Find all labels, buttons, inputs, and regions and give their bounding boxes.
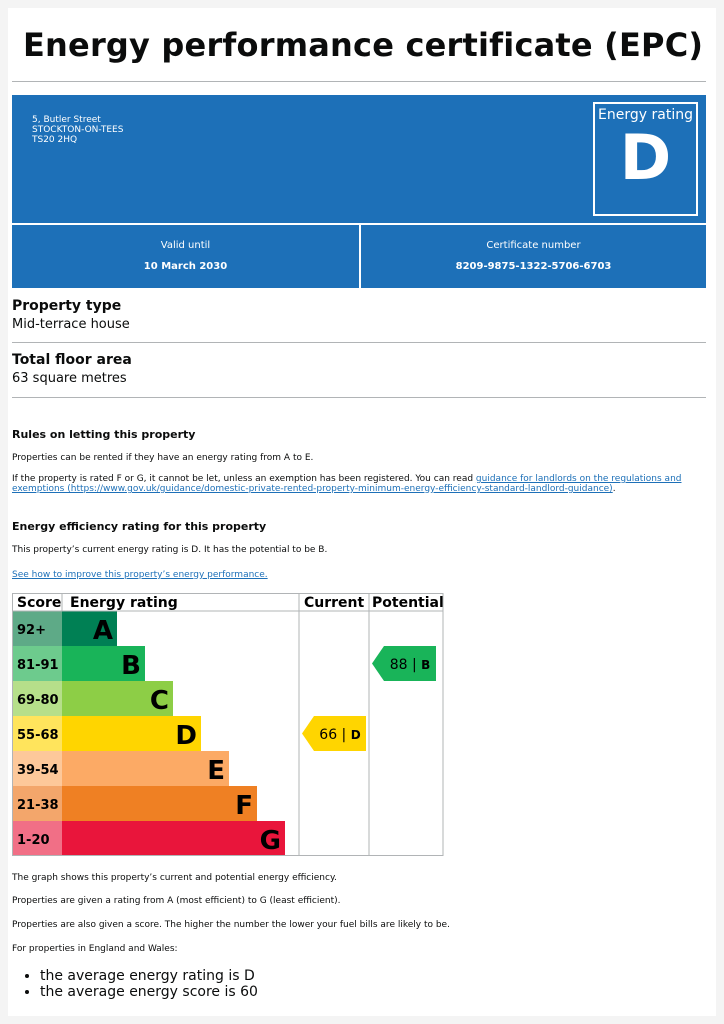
average-rating-item: • the average energy rating is D — [40, 968, 258, 984]
score-range-f: 21-38 — [17, 798, 59, 813]
score-range-e: 39-54 — [17, 763, 59, 778]
improve-energy-link[interactable]: See how to improve this property’s energy performance. — [12, 570, 268, 580]
valid-until-label: Valid until — [160, 240, 211, 251]
score-range-d: 55-68 — [17, 728, 59, 743]
rating-letter-a: A — [92, 616, 113, 646]
rating-bar-e — [62, 751, 229, 786]
score-range-b: 81-91 — [17, 658, 59, 673]
efficiency-paragraph: This property’s current energy rating is D. It has the potential to be B. — [12, 545, 328, 555]
letting-suffix: . — [612, 484, 616, 494]
certificate-details — [12, 225, 706, 288]
score-range-c: 69-80 — [17, 693, 59, 708]
efficiency-link-row — [12, 570, 702, 580]
current-header: Current — [304, 595, 365, 611]
energy-rating-chart — [12, 593, 444, 858]
address-line-3: TS20 2HQ — [32, 135, 78, 145]
explain-paragraph-3: Properties are also given a score. The higher the number the lower your fuel bills are likely to be. — [12, 920, 450, 930]
energy-rating-header: Energy rating — [70, 595, 178, 611]
page-title: Energy performance certificate (EPC) — [23, 26, 704, 64]
rating-bar-f — [62, 786, 257, 821]
potential-header: Potential — [372, 595, 444, 611]
letting-heading: Rules on letting this property — [12, 428, 196, 441]
score-range-g: 1-20 — [17, 833, 50, 848]
rating-letter-d: D — [175, 721, 197, 751]
rating-letter-e: E — [207, 756, 225, 786]
explain-paragraph-4: For properties in England and Wales: — [12, 944, 178, 954]
rating-letter-f: F — [235, 791, 253, 821]
rating-letter-g: G — [259, 826, 281, 856]
floor-area-label: Total floor area — [12, 352, 132, 368]
energy-rating-graph — [12, 593, 444, 858]
rating-bar-g — [62, 821, 285, 856]
landlord-guidance-link[interactable]: guidance for landlords on the regulations and exemptions (https://www.gov.uk/guidance/domestic-private-rented-property-minimum-energy-efficiency-standard-landlord-guidance) — [12, 474, 682, 494]
potential-rating-score-label: 88 | B — [389, 657, 431, 673]
epc-page — [8, 8, 716, 1016]
average-ratings-list — [40, 968, 258, 1000]
letting-paragraph-2 — [12, 474, 702, 494]
score-header: Score — [17, 595, 62, 611]
divider — [12, 342, 706, 343]
explain-paragraph-2: Properties are given a rating from A (most efficient) to G (least efficient). — [12, 896, 341, 906]
efficiency-heading: Energy efficiency rating for this property — [12, 520, 267, 533]
rating-letter-b: B — [121, 651, 141, 681]
address-line-2: STOCKTON-ON-TEES — [32, 125, 124, 135]
current-rating-score-label: 66 | D — [319, 727, 361, 743]
property-type-label: Property type — [12, 298, 122, 314]
energy-rating-box — [593, 102, 698, 216]
letting-paragraph-1: Properties can be rented if they have an energy rating from A to E. — [12, 453, 314, 463]
certificate-number-label: Certificate number — [486, 240, 581, 251]
divider — [12, 397, 706, 398]
address-line-1: 5, Butler Street — [32, 115, 101, 125]
property-type-value: Mid-terrace house — [12, 317, 130, 332]
energy-rating-value: D — [619, 121, 672, 194]
valid-until-value: 10 March 2030 — [143, 261, 228, 272]
certificate-number-value: 8209-9875-1322-5706-6703 — [455, 261, 612, 272]
address-banner — [12, 95, 706, 223]
energy-rating-label: Energy rating — [598, 107, 693, 123]
letting-text: If the property is rated F or G, it cannot be let, unless an exemption has been registered. You can read — [12, 474, 476, 484]
explain-paragraph-1: The graph shows this property’s current and potential energy efficiency. — [12, 873, 337, 883]
certificate-number-cell — [361, 225, 706, 288]
valid-until-cell — [12, 225, 359, 288]
rating-letter-c: C — [149, 686, 169, 716]
divider — [12, 81, 706, 82]
average-score-item: • the average energy score is 60 — [40, 984, 258, 1000]
floor-area-value: 63 square metres — [12, 371, 127, 386]
score-range-a: 92+ — [17, 623, 46, 638]
property-address — [32, 115, 123, 145]
